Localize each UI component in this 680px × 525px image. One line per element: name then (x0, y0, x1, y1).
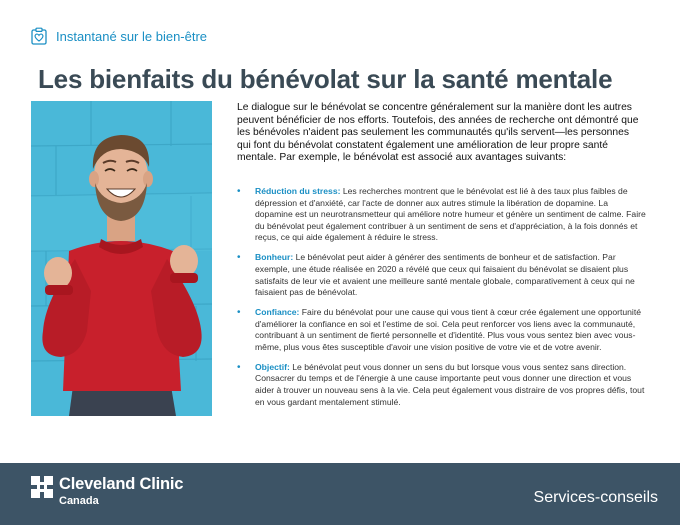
brand-name: Cleveland Clinic (59, 475, 184, 493)
cleveland-clinic-logo-icon (31, 476, 53, 498)
list-item (237, 307, 647, 353)
bullet-icon: • (237, 252, 241, 264)
list-item (237, 186, 647, 244)
bullet-icon: • (237, 186, 241, 197)
clipboard-heart-icon (30, 27, 48, 45)
list-item (237, 252, 647, 298)
bullet-text: Faire du bénévolat pour une cause qui vous tient à cœur crée également une opportunité d'améliorer la confiance en soi et l'estime de soi. Cela peut renforcer vos liens avec la communauté, contribuant à un sentiment de fierté personnelle et d'identité. Plus vous vous sentez bien avec vous-même, plus vous êtes susceptible d'avoir une vision positive de votre vie et de votre avenir. (255, 307, 641, 352)
bullet-text: Les recherches montrent que le bénévolat est lié à des taux plus faibles de dépression et d'anxiété, car l'acte de donner aux autres stimule la libération de dopamine. La dopamine est un neurotransmetteur qui améliore notre humeur et génère un sentiment de calme. Faire du bénévolat peut également contribuer à un sentiment de sens et d'appréciation, à la fois donnés et reçus, ce qui aide également à réduire le stress. (255, 186, 646, 243)
benefits-list (237, 186, 647, 417)
bullet-title: Objectif: (255, 361, 290, 372)
page-title: Les bienfaits du bénévolat sur la santé mentale (38, 64, 613, 94)
bullet-text: Le bénévolat peut vous donner un sens du but lorsque vous vous sentez sans direction. Consacrer du temps et de l'énergie à une cause importante peut vous donner une direction et vous aider à trouver un nouveau sens à la vie. Cela peut également vous distraire de vos propres défis, tout en vous gardant mentalement stimulé. (255, 361, 645, 407)
header (30, 26, 207, 46)
intro-paragraph: Le dialogue sur le bénévolat se concentre généralement sur la manière dont les autres peuvent bénéficier de nos efforts. Toutefois, des années de recherche ont démontré que les bénévoles n'aident pas seulement les communautés qu'ils servent—les personnes qui font du bénévolat constatent également une amélioration de leur propre santé mentale. Par exemple, le bénévolat est associé aux avantages suivants: (237, 102, 639, 163)
bullet-title: Confiance: (255, 307, 300, 318)
bullet-title: Bonheur: (255, 252, 294, 263)
bullet-title: Réduction du stress: (255, 186, 341, 196)
bullet-icon: • (237, 361, 241, 373)
list-item (237, 362, 647, 408)
smiling-man-photo (31, 101, 212, 416)
bullet-text: Le bénévolat peut aider à générer des sentiments de bonheur et de satisfaction. Par exemple, une étude réalisée en 2020 a révélé que ceux qui faisaient du bénévolat se disaient plus satisfaits de leur vie et avaient une meilleure santé mentale globale, comparativement à ceux qui ne faisaient pas de bénévolat. (255, 252, 635, 298)
services-label: Services-conseils (533, 489, 658, 506)
cleveland-clinic-logo (31, 475, 183, 507)
header-title: Instantané sur le bien-être (56, 28, 208, 44)
footer (0, 463, 680, 525)
brand-subtitle: Canada (59, 495, 99, 507)
bullet-icon: • (237, 307, 241, 319)
